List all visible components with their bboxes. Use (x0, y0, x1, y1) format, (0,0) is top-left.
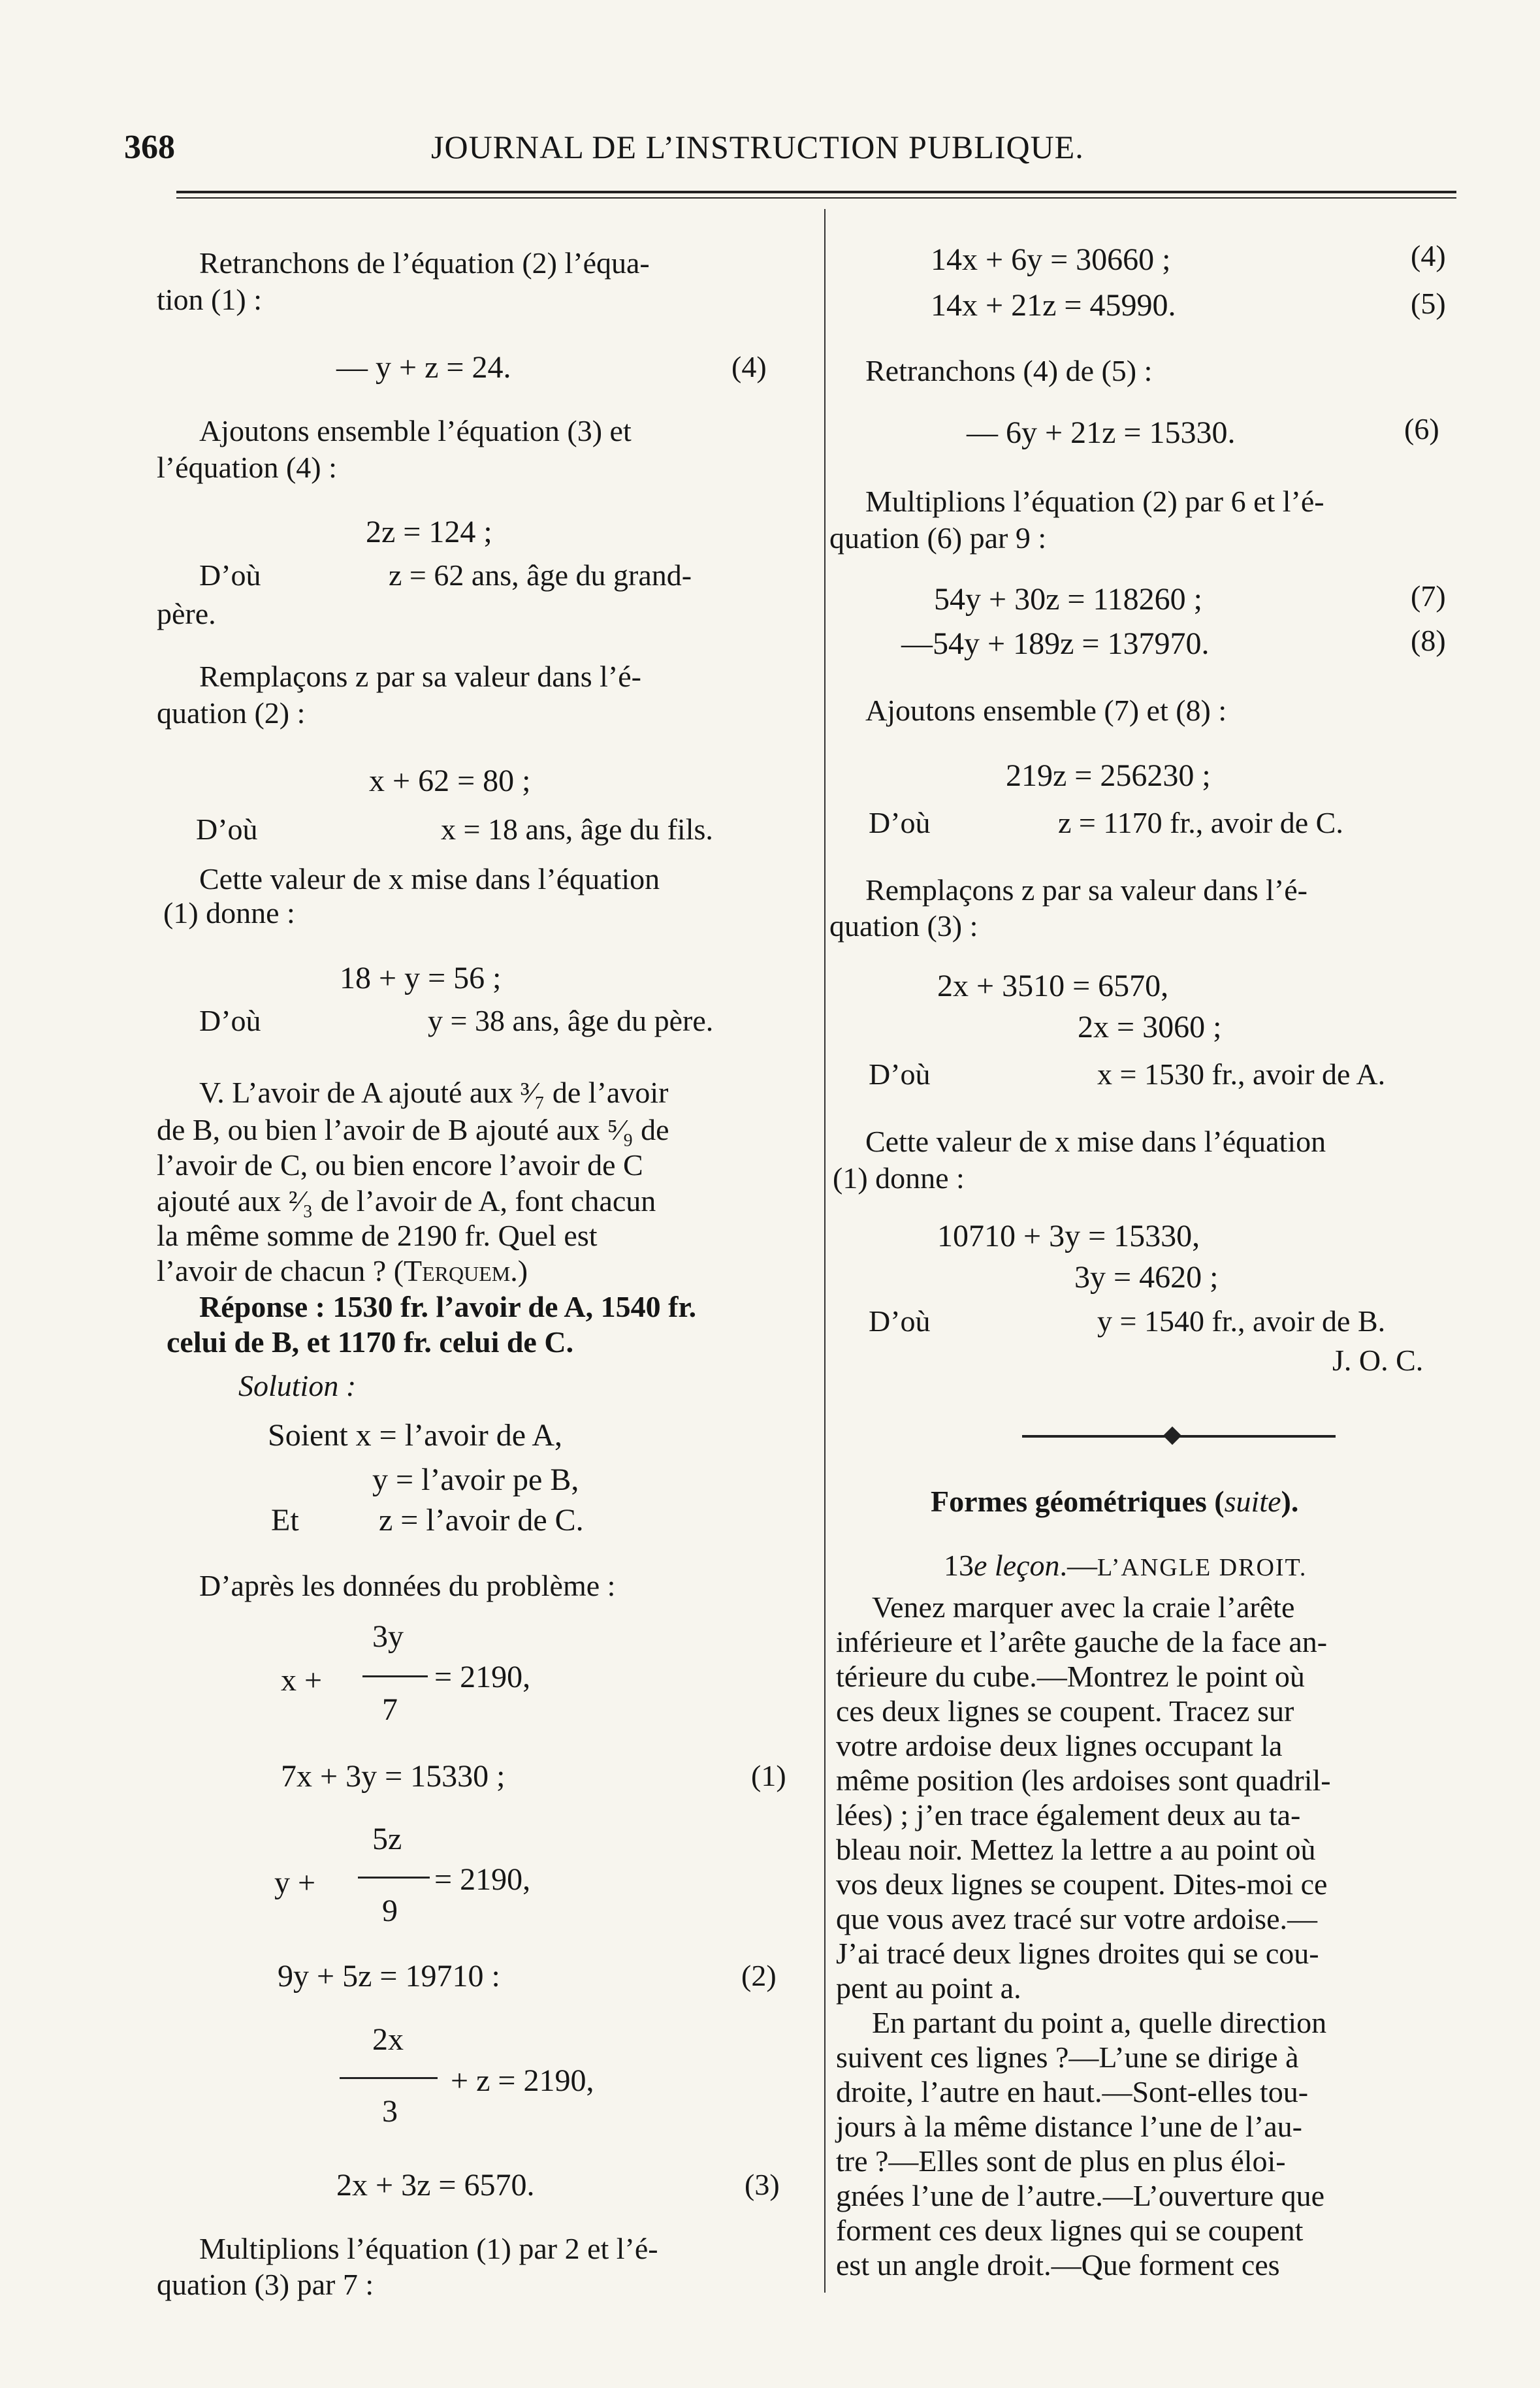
frac2-numerator: 5z (372, 1822, 402, 1856)
equation-r6-number: (6) (1404, 412, 1439, 445)
equation-r5: 14x + 21z = 45990. (931, 288, 1176, 323)
answer-line-1: Réponse : 1530 fr. l’avoir de A, 1540 fr. (199, 1290, 697, 1323)
equation-4: — y + z = 24. (336, 350, 511, 385)
right-para-4-line-1: Remplaçons z par sa valeur dans l’é- (865, 873, 1307, 907)
lesson-number: 13 (944, 1549, 974, 1582)
lesson-line-19: forment ces deux lignes qui se coupent (836, 2214, 1304, 2247)
right-para-3: Ajoutons ensemble (7) et (8) : (865, 694, 1227, 727)
lesson-line-11: J’ai tracé deux lignes droites qui se cou- (836, 1937, 1319, 1970)
label-dou-5: D’où (869, 1057, 931, 1091)
left-para-4-line-2: (1) donne : (163, 896, 295, 929)
result-z-age-cont: père. (157, 597, 216, 630)
lesson-dash: .— (1059, 1549, 1098, 1582)
result-z-age: z = 62 ans, âge du grand- (389, 558, 692, 592)
result-y-avoir: y = 1540 fr., avoir de B. (1097, 1304, 1386, 1338)
problem-line-1: V. L’avoir de A ajouté aux ³⁄₇ de l’avoir (199, 1076, 669, 1109)
equation-r2x-3060: 2x = 3060 ; (1078, 1010, 1222, 1044)
problem-line-6 (157, 1253, 528, 1289)
label-dou-2: D’où (196, 813, 258, 846)
running-head: JOURNAL DE L’INSTRUCTION PUBLIQUE. (431, 129, 1084, 165)
frac3-denominator: 3 (382, 2094, 398, 2129)
header-rule (176, 191, 1456, 193)
lesson-line-7: lées) ; j’en trace également deux au ta- (836, 1798, 1301, 1831)
frac3-suffix: + z = 2190, (451, 2063, 594, 2098)
lesson-line-1: Venez marquer avec la craie l’arête (872, 1590, 1295, 1624)
lesson-line-4: ces deux lignes se coupent. Tracez sur (836, 1694, 1294, 1728)
equation-r4-number: (4) (1411, 239, 1446, 272)
frac2-prefix: y + (274, 1865, 316, 1900)
lesson-heading (944, 1548, 1307, 1583)
label-dou-4: D’où (869, 806, 931, 839)
problem-line-4: ajouté aux ²⁄₃ de l’avoir de A, font chacun (157, 1184, 656, 1218)
left-para-3-line-2: quation (2) : (157, 696, 306, 730)
equation-2: 9y + 5z = 19710 : (278, 1959, 500, 1993)
left-para-5-line-2: quation (3) par 7 : (157, 2268, 374, 2301)
equation-x62: x + 62 = 80 ; (369, 764, 531, 798)
solution-heading: Solution : (238, 1369, 357, 1402)
lesson-line-17: tre ?—Elles sont de plus en plus éloi- (836, 2144, 1286, 2178)
author-terquem: Terquem (404, 1254, 511, 1287)
result-x-age: x = 18 ans, âge du fils. (441, 813, 713, 846)
lesson-line-14: suivent ces lignes ?—L’une se dirige à (836, 2041, 1299, 2074)
frac1-bar (362, 1675, 428, 1677)
left-para-4-line-1: Cette valeur de x mise dans l’équation (199, 862, 660, 896)
equation-2-number: (2) (741, 1959, 777, 1992)
right-para-5-line-1: Cette valeur de x mise dans l’équation (865, 1125, 1326, 1158)
equation-r6: — 6y + 21z = 15330. (967, 415, 1236, 450)
left-para-5-line-1: Multiplions l’équation (1) par 2 et l’é- (199, 2232, 658, 2265)
lesson-line-2: inférieure et l’arête gauche de la face an- (836, 1625, 1328, 1658)
lesson-line-10: que vous avez tracé sur votre ardoise.— (836, 1902, 1317, 1935)
label-dou-6: D’où (869, 1304, 931, 1338)
right-para-1: Retranchons (4) de (5) : (865, 354, 1153, 387)
equation-18y: 18 + y = 56 ; (340, 961, 502, 995)
right-para-4-line-2: quation (3) : (829, 909, 978, 943)
equation-3-number: (3) (745, 2168, 780, 2201)
lesson-line-6: même position (les ardoises sont quadril- (836, 1764, 1331, 1797)
equation-r10710: 10710 + 3y = 15330, (937, 1219, 1200, 1253)
frac1-numerator: 3y (372, 1619, 404, 1654)
section-title-suite: suite (1224, 1485, 1281, 1518)
lesson-line-8: bleau noir. Mettez la lettre a au point où (836, 1833, 1316, 1866)
problem-line-6-a: l’avoir de chacun ? ( (157, 1254, 404, 1287)
label-dou-3: D’où (199, 1004, 261, 1037)
equation-r7-number: (7) (1411, 579, 1446, 613)
frac1-prefix: x + (281, 1663, 323, 1698)
right-para-2-line-2: quation (6) par 9 : (829, 521, 1047, 555)
lesson-word: e leçon (974, 1549, 1060, 1582)
equation-1: 7x + 3y = 15330 ; (281, 1759, 505, 1794)
frac2-denominator: 9 (382, 1894, 398, 1928)
equation-r7: 54y + 30z = 118260 ; (934, 582, 1202, 617)
frac1-suffix: = 2190, (434, 1660, 531, 1694)
label-dou-1: D’où (199, 558, 261, 592)
let-y: y = l’avoir pe B, (372, 1462, 579, 1497)
let-x: Soient x = l’avoir de A, (268, 1418, 563, 1453)
lesson-line-13: En partant du point a, quelle direction (872, 2006, 1327, 2039)
equation-r4: 14x + 6y = 30660 ; (931, 242, 1171, 277)
equation-r8-number: (8) (1411, 624, 1446, 657)
equation-r3y: 3y = 4620 ; (1074, 1260, 1219, 1295)
equation-3: 2x + 3z = 6570. (336, 2168, 535, 2202)
label-et: Et (271, 1503, 299, 1538)
right-para-2-line-1: Multiplions l’équation (2) par 6 et l’é- (865, 485, 1324, 518)
problem-line-5: la même somme de 2190 fr. Quel est (157, 1219, 598, 1252)
equation-r8: —54y + 189z = 137970. (901, 626, 1210, 661)
result-x-avoir: x = 1530 fr., avoir de A. (1097, 1057, 1386, 1091)
lesson-line-15: droite, l’autre en haut.—Sont-elles tou- (836, 2075, 1309, 2108)
column-divider (824, 209, 826, 2293)
lesson-line-5: votre ardoise deux lignes occupant la (836, 1729, 1283, 1762)
equation-4-number: (4) (731, 350, 767, 383)
left-para-1-line-2: tion (1) : (157, 283, 262, 316)
problem-data-heading: D’après les données du problème : (199, 1569, 616, 1602)
equation-r2x: 2x + 3510 = 6570, (937, 969, 1169, 1003)
frac2-suffix: = 2190, (434, 1862, 531, 1897)
left-para-2-line-2: l’équation (4) : (157, 451, 337, 484)
equation-1-number: (1) (751, 1759, 786, 1792)
right-para-5-line-2: (1) donne : (833, 1161, 965, 1195)
page-number: 368 (124, 129, 175, 166)
lesson-line-12: pent au point a. (836, 1971, 1021, 2005)
section-title-c: ). (1281, 1485, 1299, 1518)
header-rule-thin (176, 197, 1456, 199)
problem-line-3: l’avoir de C, ou bien encore l’avoir de C (157, 1148, 643, 1182)
section-title (931, 1484, 1298, 1519)
equation-r219: 219z = 256230 ; (1006, 758, 1211, 793)
lesson-line-16: jours à la même distance l’une de l’au- (836, 2110, 1302, 2143)
problem-line-6-c: .) (510, 1254, 528, 1287)
frac2-bar (358, 1877, 430, 1879)
problem-line-2: de B, ou bien l’avoir de B ajouté aux ⁵⁄₉ de (157, 1113, 669, 1146)
result-z-avoir: z = 1170 fr., avoir de C. (1058, 806, 1343, 839)
left-para-3-line-1: Remplaçons z par sa valeur dans l’é- (199, 660, 641, 693)
left-para-1-line-1: Retranchons de l’équation (2) l’équa- (199, 246, 650, 280)
ornament-diamond (1163, 1427, 1181, 1445)
result-y-age: y = 38 ans, âge du père. (428, 1004, 714, 1037)
equation-2z: 2z = 124 ; (366, 515, 492, 549)
section-title-a: Formes géométriques ( (931, 1485, 1225, 1518)
author-signature: J. O. C. (1332, 1344, 1424, 1377)
let-z: z = l’avoir de C. (379, 1503, 584, 1538)
lesson-line-9: vos deux lignes se coupent. Dites-moi ce (836, 1867, 1328, 1901)
lesson-line-20: est un angle droit.—Que forment ces (836, 2248, 1280, 2282)
left-para-2-line-1: Ajoutons ensemble l’équation (3) et (199, 414, 632, 447)
lesson-subject: L’ANGLE DROIT. (1097, 1554, 1307, 1581)
equation-r5-number: (5) (1411, 287, 1446, 320)
answer-line-2: celui de B, et 1170 fr. celui de C. (167, 1325, 574, 1359)
frac3-numerator: 2x (372, 2022, 404, 2057)
lesson-line-3: térieure du cube.—Montrez le point où (836, 1660, 1305, 1693)
lesson-line-18: gnées l’une de l’autre.—L’ouverture que (836, 2179, 1325, 2212)
frac1-denominator: 7 (382, 1692, 398, 1727)
frac3-bar (340, 2077, 438, 2079)
